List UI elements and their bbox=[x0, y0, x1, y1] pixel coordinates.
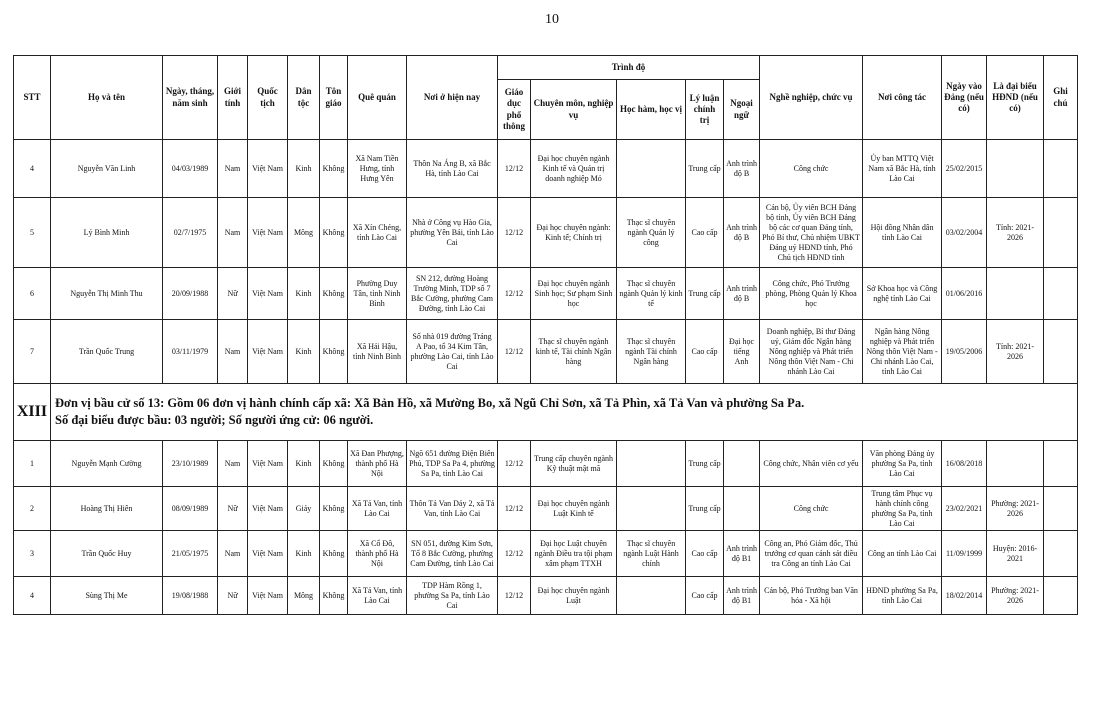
header-language: Ngoại ngữ bbox=[724, 80, 760, 140]
cell-residence: Thôn Na Áng B, xã Bắc Hà, tỉnh Lào Cai bbox=[407, 140, 498, 198]
cell-specialty: Đại học chuyên ngành Kinh tế và Quản trị doanh nghiệp Mỏ bbox=[531, 140, 617, 198]
cell-workplace: Công an tỉnh Lào Cai bbox=[863, 531, 942, 577]
header-nationality: Quốc tịch bbox=[248, 56, 288, 140]
cell-party-date: 16/08/2018 bbox=[942, 441, 987, 487]
cell-dob: 19/08/1988 bbox=[163, 577, 218, 615]
cell-party-date: 11/09/1999 bbox=[942, 531, 987, 577]
cell-stt: 7 bbox=[14, 320, 51, 384]
cell-council: Phường: 2021-2026 bbox=[987, 577, 1044, 615]
cell-political: Trung cấp bbox=[686, 140, 724, 198]
cell-general-edu: 12/12 bbox=[498, 487, 531, 531]
table-row bbox=[14, 531, 1078, 577]
cell-academic bbox=[617, 577, 686, 615]
cell-religion: Không bbox=[320, 198, 348, 268]
header-specialty: Chuyên môn, nghiệp vụ bbox=[531, 80, 617, 140]
cell-religion: Không bbox=[320, 487, 348, 531]
cell-academic: Thạc sĩ chuyên ngành Quản lý công bbox=[617, 198, 686, 268]
header-party-date: Ngày vào Đảng (nếu có) bbox=[942, 56, 987, 140]
cell-note bbox=[1044, 320, 1078, 384]
cell-residence: SN 212, đường Hoàng Trường Minh, TDP số 7 Bắc Cường, phường Cam Đường, tỉnh Lào Cai bbox=[407, 268, 498, 320]
cell-hometown: Xã Cổ Đô, thành phố Hà Nội bbox=[348, 531, 407, 577]
cell-name: Hoàng Thị Hiên bbox=[51, 487, 163, 531]
cell-occupation: Công chức bbox=[760, 487, 863, 531]
table-row bbox=[14, 577, 1078, 615]
cell-ethnicity: Kinh bbox=[288, 441, 320, 487]
cell-council: Tỉnh: 2021-2026 bbox=[987, 320, 1044, 384]
section-code: XIII bbox=[14, 384, 51, 441]
cell-stt: 4 bbox=[14, 140, 51, 198]
cell-general-edu: 12/12 bbox=[498, 531, 531, 577]
cell-gender: Nữ bbox=[218, 577, 248, 615]
header-general-edu: Giáo dục phổ thông bbox=[498, 80, 531, 140]
cell-nationality: Việt Nam bbox=[248, 441, 288, 487]
cell-religion: Không bbox=[320, 320, 348, 384]
cell-residence: SN 051, đường Kim Sơn, Tổ 8 Bắc Cường, phường Cam Đường, tỉnh Lào Cai bbox=[407, 531, 498, 577]
cell-hometown: Xã Đan Phượng, thành phố Hà Nội bbox=[348, 441, 407, 487]
cell-occupation: Công chức, Nhân viên cơ yếu bbox=[760, 441, 863, 487]
cell-political: Cao cấp bbox=[686, 198, 724, 268]
header-stt: STT bbox=[14, 56, 51, 140]
cell-dob: 23/10/1989 bbox=[163, 441, 218, 487]
cell-religion: Không bbox=[320, 441, 348, 487]
cell-name: Nguyễn Mạnh Cường bbox=[51, 441, 163, 487]
section-line-2: Số đại biểu được bầu: 03 người; Số người ứng cử: 06 người. bbox=[55, 413, 374, 427]
cell-occupation: Doanh nghiệp, Bí thư Đảng uỷ, Giám đốc Ngân hàng Nông nghiệp và Phát triển Nông thôn Việt Nam - Chi nhánh Lào Cai bbox=[760, 320, 863, 384]
cell-note bbox=[1044, 140, 1078, 198]
cell-language: Anh trình độ B bbox=[724, 198, 760, 268]
cell-dob: 02/7/1975 bbox=[163, 198, 218, 268]
table-row bbox=[14, 198, 1078, 268]
cell-political: Cao cấp bbox=[686, 577, 724, 615]
cell-ethnicity: Kinh bbox=[288, 268, 320, 320]
cell-residence: TDP Hàm Rồng 1, phường Sa Pa, tỉnh Lào Cai bbox=[407, 577, 498, 615]
cell-name: Nguyễn Văn Linh bbox=[51, 140, 163, 198]
cell-ethnicity: Mông bbox=[288, 577, 320, 615]
cell-nationality: Việt Nam bbox=[248, 531, 288, 577]
cell-residence: Nhà ở Công vụ Hào Gia, phường Yên Bái, tỉnh Lào Cai bbox=[407, 198, 498, 268]
cell-council bbox=[987, 268, 1044, 320]
cell-general-edu: 12/12 bbox=[498, 268, 531, 320]
cell-general-edu: 12/12 bbox=[498, 577, 531, 615]
cell-occupation: Công chức, Phó Trưởng phòng, Phòng Quản lý Khoa học bbox=[760, 268, 863, 320]
cell-stt: 6 bbox=[14, 268, 51, 320]
cell-stt: 1 bbox=[14, 441, 51, 487]
candidate-table bbox=[13, 55, 1078, 615]
cell-residence: Thôn Tả Van Dáy 2, xã Tả Van, tỉnh Lào Cai bbox=[407, 487, 498, 531]
header-note: Ghi chú bbox=[1044, 56, 1078, 140]
cell-nationality: Việt Nam bbox=[248, 268, 288, 320]
cell-ethnicity: Kinh bbox=[288, 531, 320, 577]
cell-specialty: Thạc sĩ chuyên ngành kinh tế, Tài chính Ngân hàng bbox=[531, 320, 617, 384]
cell-workplace: Hội đồng Nhân dân tỉnh Lào Cai bbox=[863, 198, 942, 268]
cell-dob: 03/11/1979 bbox=[163, 320, 218, 384]
cell-workplace: Ủy ban MTTQ Việt Nam xã Bắc Hà, tỉnh Lào Cai bbox=[863, 140, 942, 198]
cell-political: Trung cấp bbox=[686, 487, 724, 531]
header-hometown: Quê quán bbox=[348, 56, 407, 140]
cell-party-date: 19/05/2006 bbox=[942, 320, 987, 384]
header-council: Là đại biểu HĐND (nếu có) bbox=[987, 56, 1044, 140]
cell-religion: Không bbox=[320, 140, 348, 198]
cell-workplace: Sở Khoa học và Công nghệ tỉnh Lào Cai bbox=[863, 268, 942, 320]
cell-specialty: Đại học Luật chuyên ngành Điều tra tội phạm xâm phạm TTXH bbox=[531, 531, 617, 577]
cell-residence: Ngõ 651 đường Điện Biên Phủ, TDP Sa Pa 4, phường Sa Pa, tỉnh Lào Cai bbox=[407, 441, 498, 487]
cell-note bbox=[1044, 268, 1078, 320]
cell-dob: 08/09/1989 bbox=[163, 487, 218, 531]
table-row bbox=[14, 140, 1078, 198]
cell-nationality: Việt Nam bbox=[248, 320, 288, 384]
cell-gender: Nam bbox=[218, 531, 248, 577]
cell-party-date: 23/02/2021 bbox=[942, 487, 987, 531]
cell-religion: Không bbox=[320, 268, 348, 320]
rows-before bbox=[14, 140, 1078, 384]
rows-after bbox=[14, 441, 1078, 615]
cell-hometown: Xã Tả Van, tỉnh Lào Cai bbox=[348, 577, 407, 615]
cell-nationality: Việt Nam bbox=[248, 140, 288, 198]
cell-academic bbox=[617, 441, 686, 487]
cell-language: Anh trình độ B1 bbox=[724, 577, 760, 615]
cell-general-edu: 12/12 bbox=[498, 441, 531, 487]
cell-hometown: Xã Tả Van, tỉnh Lào Cai bbox=[348, 487, 407, 531]
header-education-group: Trình độ bbox=[498, 56, 760, 80]
cell-ethnicity: Mông bbox=[288, 198, 320, 268]
table-row bbox=[14, 487, 1078, 531]
cell-specialty: Trung cấp chuyên ngành Kỹ thuật mật mã bbox=[531, 441, 617, 487]
cell-political: Cao cấp bbox=[686, 320, 724, 384]
cell-note bbox=[1044, 487, 1078, 531]
cell-name: Nguyễn Thị Minh Thu bbox=[51, 268, 163, 320]
cell-academic: Thạc sĩ chuyên ngành Tài chính Ngân hàng bbox=[617, 320, 686, 384]
cell-residence: Số nhà 019 đường Tráng A Pao, tổ 34 Kim Tân, phường Lào Cai, tỉnh Lào Cai bbox=[407, 320, 498, 384]
cell-occupation: Cán bộ, Phó Trưởng ban Văn hóa - Xã hội bbox=[760, 577, 863, 615]
cell-note bbox=[1044, 531, 1078, 577]
header-residence: Nơi ở hiện nay bbox=[407, 56, 498, 140]
cell-gender: Nam bbox=[218, 441, 248, 487]
cell-hometown: Xã Xín Chéng, tỉnh Lào Cai bbox=[348, 198, 407, 268]
cell-party-date: 18/02/2014 bbox=[942, 577, 987, 615]
cell-workplace: HĐND phường Sa Pa, tỉnh Lào Cai bbox=[863, 577, 942, 615]
cell-workplace: Ngân hàng Nông nghiệp và Phát triển Nông thôn Việt Nam - Chi nhánh Lào Cai, tỉnh Lào Cai bbox=[863, 320, 942, 384]
cell-gender: Nam bbox=[218, 140, 248, 198]
cell-academic bbox=[617, 140, 686, 198]
header-religion: Tôn giáo bbox=[320, 56, 348, 140]
cell-ethnicity: Kinh bbox=[288, 320, 320, 384]
cell-hometown: Xã Nam Tiền Hưng, tỉnh Hưng Yên bbox=[348, 140, 407, 198]
cell-note bbox=[1044, 577, 1078, 615]
cell-language: Anh trình độ B bbox=[724, 268, 760, 320]
cell-name: Trần Quốc Trung bbox=[51, 320, 163, 384]
cell-occupation: Công chức bbox=[760, 140, 863, 198]
header-ethnicity: Dân tộc bbox=[288, 56, 320, 140]
cell-religion: Không bbox=[320, 577, 348, 615]
table-row bbox=[14, 441, 1078, 487]
header-academic: Học hàm, học vị bbox=[617, 80, 686, 140]
cell-ethnicity: Giáy bbox=[288, 487, 320, 531]
header-workplace: Nơi công tác bbox=[863, 56, 942, 140]
header-dob: Ngày, tháng, năm sinh bbox=[163, 56, 218, 140]
cell-note bbox=[1044, 441, 1078, 487]
section-row bbox=[14, 384, 1078, 441]
header-name: Họ và tên bbox=[51, 56, 163, 140]
page-number: 10 bbox=[545, 12, 559, 27]
cell-hometown: Xã Hải Hậu, tỉnh Ninh Bình bbox=[348, 320, 407, 384]
cell-ethnicity: Kinh bbox=[288, 140, 320, 198]
cell-specialty: Đại học chuyên ngành Sinh học; Sư phạm Sinh học bbox=[531, 268, 617, 320]
cell-political: Trung cấp bbox=[686, 268, 724, 320]
section-text bbox=[51, 384, 1078, 441]
cell-dob: 04/03/1989 bbox=[163, 140, 218, 198]
cell-language: Đại học tiếng Anh bbox=[724, 320, 760, 384]
cell-stt: 5 bbox=[14, 198, 51, 268]
cell-language: Anh trình độ B1 bbox=[724, 531, 760, 577]
cell-language: Anh trình độ B bbox=[724, 140, 760, 198]
cell-specialty: Đại học chuyên ngành: Kinh tế; Chính trị bbox=[531, 198, 617, 268]
cell-party-date: 01/06/2016 bbox=[942, 268, 987, 320]
cell-nationality: Việt Nam bbox=[248, 577, 288, 615]
cell-name: Lý Bình Minh bbox=[51, 198, 163, 268]
cell-workplace: Trung tâm Phục vụ hành chính công phường Sa Pa, tỉnh Lào Cai bbox=[863, 487, 942, 531]
table-row bbox=[14, 320, 1078, 384]
cell-specialty: Đại học chuyên ngành Luật bbox=[531, 577, 617, 615]
cell-party-date: 25/02/2015 bbox=[942, 140, 987, 198]
cell-specialty: Đại học chuyên ngành Luật Kinh tế bbox=[531, 487, 617, 531]
cell-party-date: 03/02/2004 bbox=[942, 198, 987, 268]
cell-academic: Thạc sĩ chuyên ngành Luật Hành chính bbox=[617, 531, 686, 577]
header-gender: Giới tính bbox=[218, 56, 248, 140]
cell-stt: 4 bbox=[14, 577, 51, 615]
cell-occupation: Cán bộ, Ủy viên BCH Đảng bộ tỉnh, Ủy viên BCH Đảng bộ các cơ quan Đảng tỉnh, Phó Bí thư, Chủ nhiệm UBKT Đảng uỷ HĐND tỉnh, Phó Chủ tịch HĐND tỉnh bbox=[760, 198, 863, 268]
cell-language bbox=[724, 487, 760, 531]
cell-council bbox=[987, 140, 1044, 198]
cell-workplace: Văn phòng Đảng ủy phường Sa Pa, tỉnh Lào Cai bbox=[863, 441, 942, 487]
section-block bbox=[14, 384, 1078, 441]
table-row bbox=[14, 268, 1078, 320]
cell-general-edu: 12/12 bbox=[498, 140, 531, 198]
cell-political: Trung cấp bbox=[686, 441, 724, 487]
cell-council: Phường: 2021-2026 bbox=[987, 487, 1044, 531]
cell-name: Trần Quốc Huy bbox=[51, 531, 163, 577]
cell-occupation: Công an, Phó Giám đốc, Thủ trưởng cơ quan cảnh sát điều tra Công an tỉnh Lào Cai bbox=[760, 531, 863, 577]
section-line-1: Đơn vị bầu cử số 13: Gồm 06 đơn vị hành chính cấp xã: Xã Bản Hồ, xã Mường Bo, xã Ngũ Chỉ Sơn, xã Tả Phìn, xã Tả Van và phường Sa Pa. bbox=[55, 396, 805, 411]
cell-gender: Nữ bbox=[218, 268, 248, 320]
cell-political: Cao cấp bbox=[686, 531, 724, 577]
cell-note bbox=[1044, 198, 1078, 268]
cell-dob: 21/05/1975 bbox=[163, 531, 218, 577]
cell-gender: Nữ bbox=[218, 487, 248, 531]
cell-academic bbox=[617, 487, 686, 531]
cell-gender: Nam bbox=[218, 320, 248, 384]
cell-nationality: Việt Nam bbox=[248, 198, 288, 268]
cell-hometown: Phường Duy Tân, tỉnh Ninh Bình bbox=[348, 268, 407, 320]
cell-nationality: Việt Nam bbox=[248, 487, 288, 531]
cell-stt: 3 bbox=[14, 531, 51, 577]
cell-gender: Nam bbox=[218, 198, 248, 268]
cell-academic: Thạc sĩ chuyên ngành Quản lý kinh tế bbox=[617, 268, 686, 320]
cell-name: Sùng Thị Me bbox=[51, 577, 163, 615]
cell-council bbox=[987, 441, 1044, 487]
cell-council: Huyện: 2016-2021 bbox=[987, 531, 1044, 577]
cell-language bbox=[724, 441, 760, 487]
cell-stt: 2 bbox=[14, 487, 51, 531]
cell-religion: Không bbox=[320, 531, 348, 577]
cell-general-edu: 12/12 bbox=[498, 198, 531, 268]
header-occupation: Nghề nghiệp, chức vụ bbox=[760, 56, 863, 140]
cell-dob: 20/09/1988 bbox=[163, 268, 218, 320]
cell-general-edu: 12/12 bbox=[498, 320, 531, 384]
cell-council: Tỉnh: 2021-2026 bbox=[987, 198, 1044, 268]
header-political: Lý luận chính trị bbox=[686, 80, 724, 140]
